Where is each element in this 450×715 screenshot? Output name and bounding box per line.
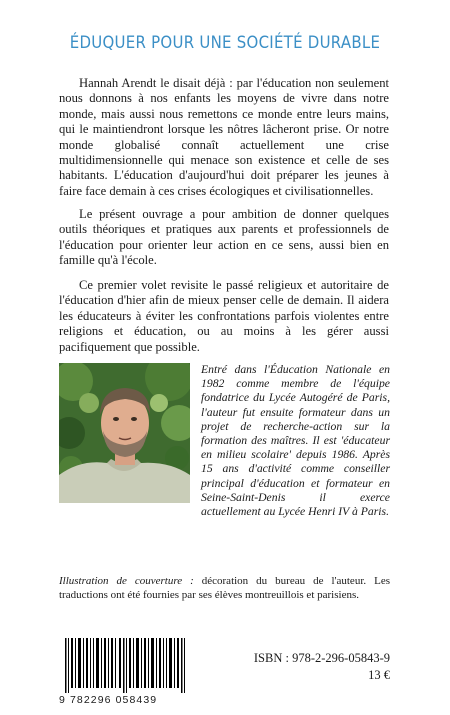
author-portrait-image	[59, 363, 190, 503]
paragraph-ambition: Le présent ouvrage a pour ambition de donner quelques outils théoriques et pratiques aux parents et professionnels de l'éducation pour orienter leur action en ce sens, aussi bien en famille qu'à l'école.	[59, 207, 389, 268]
barcode	[59, 636, 192, 693]
author-photo	[59, 363, 190, 503]
paragraph-volume: Ce premier volet revisite le passé religieux et autoritaire de l'éducation d'hier afin de mieux penser celle de demain. Il aidera les éducateurs à éviter les confrontations parfois violentes entre religions et éducation, ou au moins à les gérer aussi pacifiquement que possible.	[59, 278, 389, 354]
author-biography: Entré dans l'Éducation Nationale en 1982 comme membre de l'équipe fondatrice du Lycée Autogéré de Paris, l'auteur fut ensuite formateur dans un projet de recherche-action sur la formation des maîtres. Il est 'éducateur en milieu scolaire' depuis 1986. Après 15 ans d'activité comme conseiller principal d'éducation et formateur en Seine-Saint-Denis il exerce actuellement au Lycée Henri IV à Paris.	[201, 363, 390, 519]
paragraph-intro: Hannah Arendt le disait déjà : par l'éducation non seulement nous donnons à nos enfants les moyens de vivre dans notre monde, mais aussi nous remettons ce monde entre leurs mains, qui le maintiendront lorsque les nôtres lâcheront prise. Or notre monde globalisé connaît actuellement une crise multidimensionnelle qui menace son existence et celle de ses habitants. L'éducation d'aujourd'hui doit préparer les jeunes à faire face demain à ces crises écologiques et civilisationnelles.	[59, 76, 389, 198]
credits-lead: Illustration de couverture :	[59, 575, 194, 587]
barcode-digits: 9 782296 058439	[59, 694, 158, 706]
book-title: ÉDUQUER POUR UNE SOCIÉTÉ DURABLE	[69, 33, 381, 53]
barcode-bars	[59, 636, 192, 693]
cover-credits	[59, 574, 390, 602]
isbn-number: ISBN : 978-2-296-05843-9	[253, 651, 390, 665]
price: 13 €	[368, 668, 390, 682]
credits-text: décoration du bureau de l'auteur. Les traductions ont été fournies par ses élèves montreuillois et parisiens.	[59, 575, 390, 601]
